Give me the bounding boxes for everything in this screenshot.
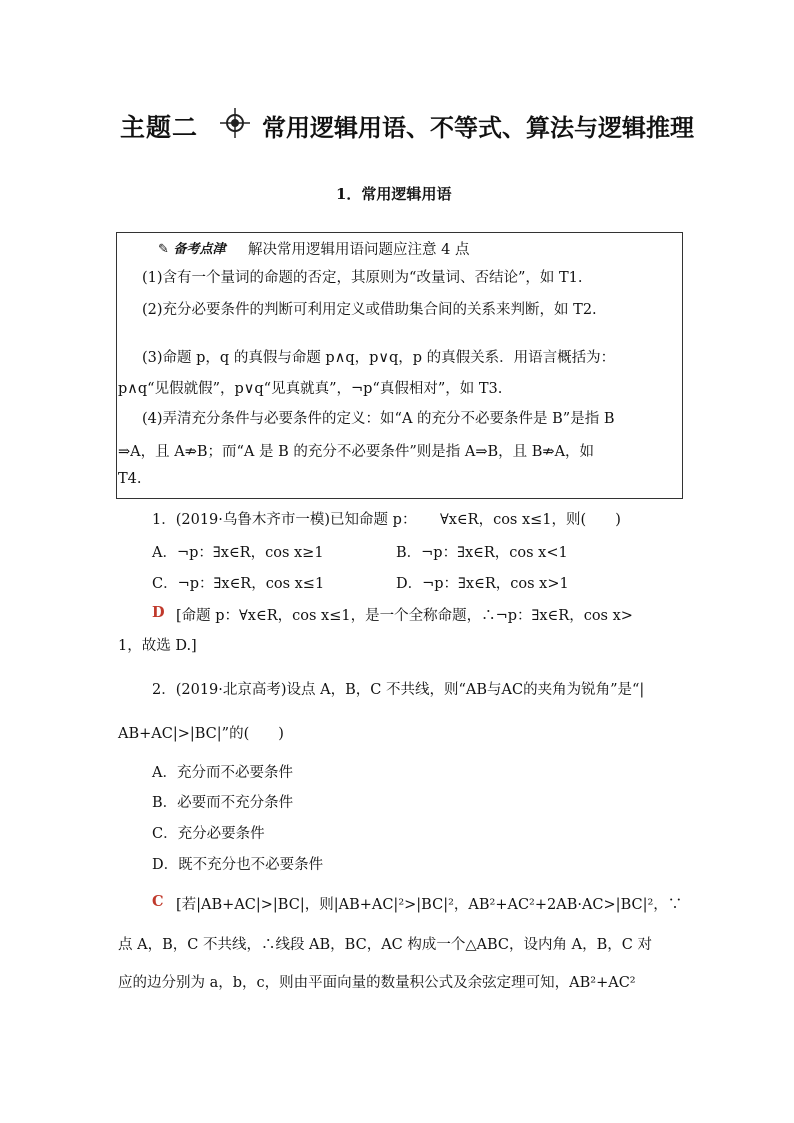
notes-line-3: (3)命题 p，q 的真假与命题 p∧q，p∨q，p 的真假关系．用语言概括为： (142, 350, 616, 366)
q1-explanation: [命题 p：∀x∈R，cos x≤1，是一个全称命题，∴¬p：∃x∈R，cos x> (176, 608, 633, 624)
q1-option-b: B．¬p：∃x∈R，cos x<1 (396, 545, 568, 561)
q2-stem: 2．(2019·北京高考)设点 A，B，C 不共线，则“AB与AC的夹角为锐角”是“| (152, 682, 645, 698)
q1-answer: D (152, 604, 165, 621)
page-title: 常用逻辑用语、不等式、算法与逻辑推理 (262, 114, 694, 142)
pen-icon: ✎ (158, 242, 169, 257)
notes-line-2: (2)充分必要条件的判断可利用定义或借助集合间的关系来判断，如 T2. (142, 302, 597, 318)
crosshair-icon (218, 106, 252, 140)
notes-line-6: ⇒A，且 A⇏B；而“A 是 B 的充分不必要条件”则是指 A⇒B，且 B⇏A，如 (118, 444, 595, 460)
notes-heading: 解决常用逻辑用语问题应注意 4 点 (248, 242, 470, 258)
q2-option-d: D．既不充分也不必要条件 (152, 857, 324, 873)
q2-option-c: C．充分必要条件 (152, 826, 265, 842)
q1-explanation-cont: 1，故选 D.] (118, 638, 197, 654)
q1-option-a: A．¬p：∃x∈R，cos x≥1 (152, 545, 324, 561)
notes-line-1: (1)含有一个量词的命题的否定，其原则为“改量词、否结论”，如 T1. (142, 270, 583, 286)
notes-line-4: p∧q“见假就假”，p∨q“见真就真”，¬p“真假相对”，如 T3. (118, 381, 503, 397)
q2-answer: C (152, 893, 164, 910)
q1-stem-cont: ∀x∈R，cos x≤1，则( ) (440, 512, 621, 528)
q1-stem: 1．(2019·乌鲁木齐市一模)已知命题 p： (152, 512, 417, 528)
topic-label: 主题二 (120, 113, 199, 142)
q2-option-b: B．必要而不充分条件 (152, 795, 294, 811)
notes-tag: ✎ 备考点津 (158, 242, 226, 257)
notes-line-7: T4. (118, 471, 142, 487)
section-title: 1．常用逻辑用语 (336, 185, 452, 203)
q2-option-a: A．充分而不必要条件 (152, 765, 293, 781)
q2-explanation-cont: 点 A，B，C 不共线，∴线段 AB，BC，AC 构成一个△ABC，设内角 A，B，C 对 (118, 937, 652, 953)
q2-explanation-cont2: 应的边分别为 a，b，c，则由平面向量的数量积公式及余弦定理可知，AB²+AC² (118, 975, 636, 991)
q2-stem-cont: AB+AC|>|BC|”的( ) (118, 726, 284, 742)
notes-line-5: (4)弄清充分条件与必要条件的定义：如“A 的充分不必要条件是 B”是指 B (142, 411, 615, 427)
q2-explanation: [若|AB+AC|>|BC|，则|AB+AC|²>|BC|²，AB²+AC²+2AB·AC>|BC|²，∵ (176, 897, 683, 913)
q1-option-c: C．¬p：∃x∈R，cos x≤1 (152, 576, 325, 592)
q1-option-d: D．¬p：∃x∈R，cos x>1 (396, 576, 569, 592)
